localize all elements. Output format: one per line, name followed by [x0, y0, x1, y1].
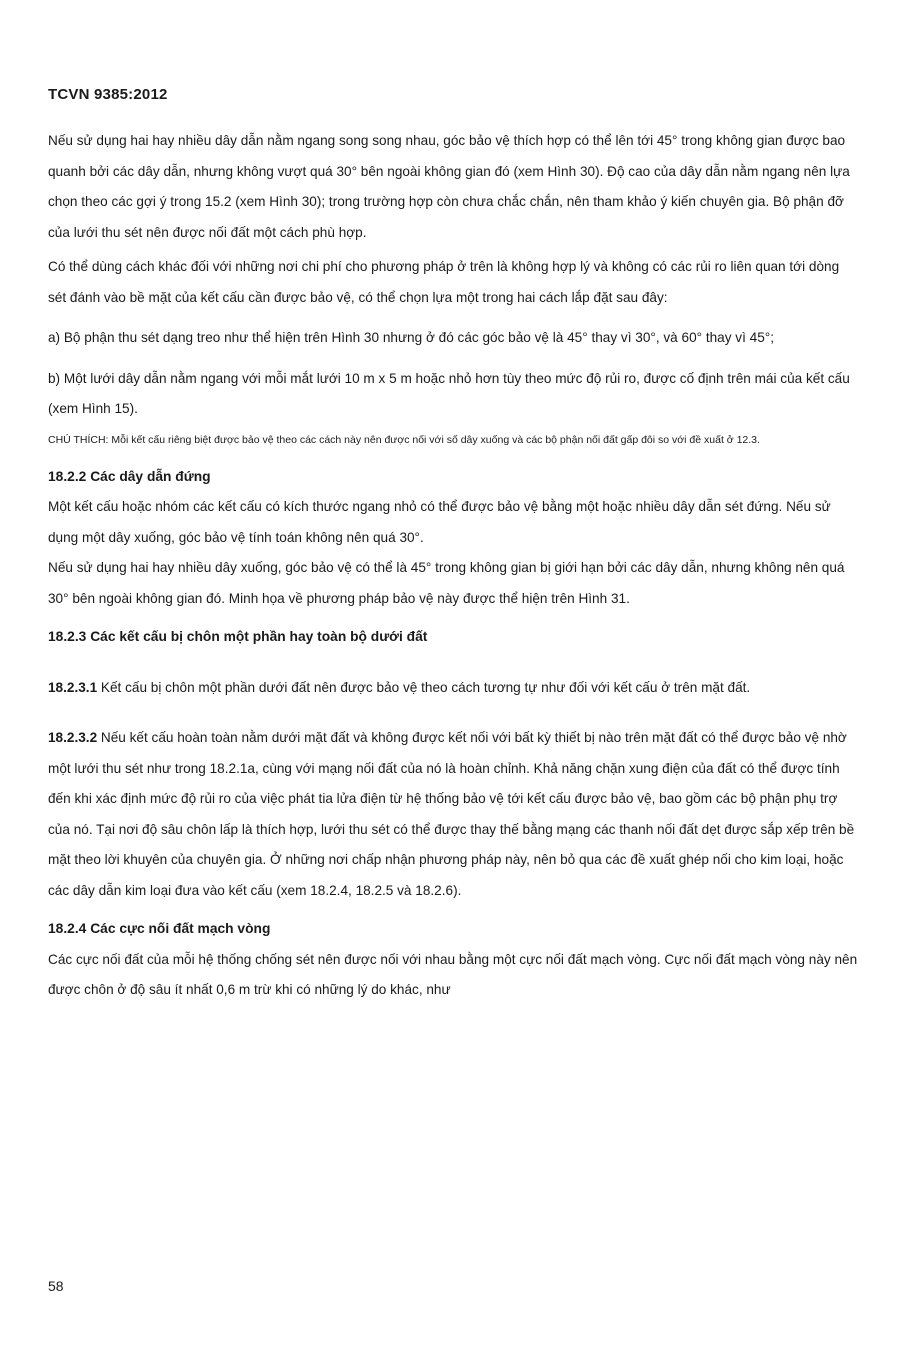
section-heading: 18.2.4 Các cực nối đất mạch vòng: [48, 921, 271, 936]
paragraph: [48, 723, 860, 906]
clause-number: 18.2.3.1: [48, 679, 98, 695]
clause-text: Nếu kết cấu hoàn toàn nằm dưới mặt đất và không được kết nối với bất kỳ thiết bị nào trên mặt đất có thể được bảo vệ nhờ một lưới thu sét như trong 18.2.1a, cùng với mạng nối đất của nó là hoàn chỉnh. Khả năng chặn xung điện của đất có thể được tính đến khi xác định mức độ rủi ro của việc phát tia lửa điện từ hệ thống bảo vệ tới kết cấu được bảo vệ, bao gồm các bộ phận phụ trợ của nó. Tại nơi độ sâu chôn lấp là thích hợp, lưới thu sét có thể được thay thế bằng mạng các thanh nối đất dẹt được sắp xếp trên bề mặt theo lời khuyên của chuyên gia. Ở những nơi chấp nhận phương pháp này, nên bỏ qua các đề xuất ghép nối cho kim loại, hoặc các dây dẫn kim loại đưa vào kết cấu (xem 18.2.4, 18.2.5 và 18.2.6).: [48, 730, 855, 898]
document-header: TCVN 9385:2012: [48, 86, 168, 103]
document-body: [48, 126, 860, 1006]
clause-number: 18.2.3.2: [48, 730, 98, 745]
section-heading: 18.2.3 Các kết cấu bị chôn một phần hay toàn bộ dưới đất: [48, 629, 428, 644]
paragraph: Nếu sử dụng hai hay nhiều dây dẫn nằm ngang song song nhau, góc bảo vệ thích hợp có thể lên tới 45° trong không gian được bao quanh bởi các dây dẫn, nhưng không vượt quá 30° bên ngoài không gian đó (xem Hình 30). Độ cao của dây dẫn nằm ngang nên lựa chọn theo các gợi ý trong 15.2 (xem Hình 30); trong trường hợp còn chưa chắc chắn, nên tham khảo ý kiến chuyên gia. Bộ phận đỡ của lưới thu sét nên được nối đất một cách phù hợp.: [48, 133, 850, 240]
list-item-a: a) Bộ phận thu sét dạng treo như thể hiện trên Hình 30 nhưng ở đó các góc bảo vệ là 45° thay vì 30°, và 60° thay vì 45°;: [48, 330, 774, 345]
paragraph: Các cực nối đất của mỗi hệ thống chống sét nên được nối với nhau bằng một cực nối đất mạch vòng. Cực nối đất mạch vòng này nên được chôn ở độ sâu ít nhất 0,6 m trừ khi có những lý do khác, như: [48, 951, 858, 997]
list-item-b: b) Một lưới dây dẫn nằm ngang với mỗi mắt lưới 10 m x 5 m hoặc nhỏ hơn tùy theo mức độ rủi ro, được cố định trên mái của kết cấu (xem Hình 15).: [48, 370, 850, 416]
paragraph: [48, 673, 860, 704]
section-heading: 18.2.2 Các dây dẫn đứng: [48, 468, 211, 484]
paragraph: Có thể dùng cách khác đối với những nơi chi phí cho phương pháp ở trên là không hợp lý và không có các rủi ro liên quan tới dòng sét đánh vào bề mặt của kết cấu cần được bảo vệ, có thể chọn lựa một trong hai cách lắp đặt sau đây:: [48, 259, 840, 305]
paragraph: Nếu sử dụng hai hay nhiều dây xuống, góc bảo vệ có thể là 45° trong không gian bị giới hạn bởi các dây dẫn, nhưng không nên quá 30° bên ngoài không gian đó. Minh họa về phương pháp bảo vệ này được thể hiện trên Hình 31.: [48, 560, 845, 606]
page-number: 58: [48, 1278, 64, 1294]
paragraph: Một kết cấu hoặc nhóm các kết cấu có kích thước ngang nhỏ có thể được bảo vệ bằng một hoặc nhiều dây dẫn sét đứng. Nếu sử dụng một dây xuống, góc bảo vệ tính toán không nên quá 30°.: [48, 499, 831, 545]
note: CHÚ THÍCH: Mỗi kết cấu riêng biệt được bảo vệ theo các cách này nên được nối với số dây xuống và các bộ phận nối đất gấp đôi so với đề xuất ở 12.3.: [48, 433, 760, 446]
clause-text: Kết cấu bị chôn một phần dưới đất nên được bảo vệ theo cách tương tự như đối với kết cấu ở trên mặt đất.: [97, 679, 751, 695]
